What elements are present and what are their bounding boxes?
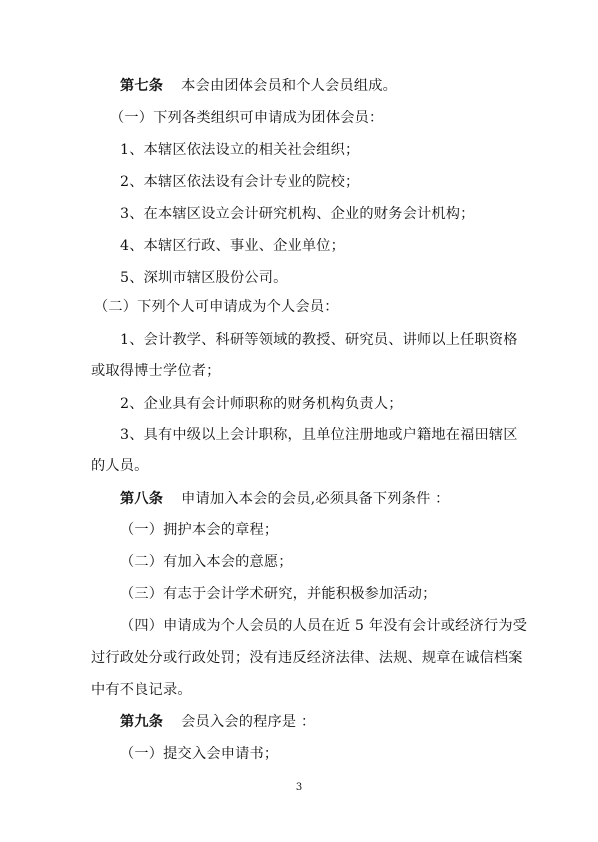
article-8-label: 第八条 xyxy=(120,491,164,507)
article-9-step-1: （一）提交入会申请书； xyxy=(120,746,279,762)
article-7-text: 本会由团体会员和个人会员组成。 xyxy=(181,78,397,94)
article-9-text: 会员入会的程序是 ： xyxy=(181,714,316,730)
article-7-item-4: 4、本辖区行政、事业、企业单位； xyxy=(120,238,346,254)
article-9-heading-line xyxy=(120,712,315,732)
article-7-person-1-line-2: 或取得博士学位者； xyxy=(91,363,221,379)
article-8-condition-3: （三）有志于会计学术研究，并能积极参加活动； xyxy=(120,586,437,602)
article-9-label: 第九条 xyxy=(120,714,164,730)
article-8-condition-4-line-3: 中有不良记录。 xyxy=(91,682,192,698)
article-7-label: 第七条 xyxy=(120,78,164,94)
article-8-condition-4-line-1: （四）申请成为个人会员的人员在近 5 年没有会计或经济行为受 xyxy=(120,618,528,634)
article-7-item-1: 1、本辖区依法设立的相关社会组织； xyxy=(120,142,360,158)
article-7-section-2: （二）下列个人可申请成为个人会员： xyxy=(94,299,339,315)
article-7-person-3-line-1: 3、具有中级以上会计职称，且单位注册地或户籍地在福田辖区 xyxy=(120,427,518,443)
article-7-section-1: （一）下列各类组织可申请成为团体会员： xyxy=(110,110,384,126)
article-8-condition-4-line-2: 过行政处分或行政处罚；没有违反经济法律、法规、规章在诚信档案 xyxy=(91,650,523,666)
article-7-heading-line xyxy=(120,76,397,96)
article-8-condition-2: （二）有加入本会的意愿； xyxy=(120,554,293,570)
article-8-condition-1: （一）拥护本会的章程； xyxy=(120,522,279,538)
article-7-item-3: 3、在本辖区设立会计研究机构、企业的财务会计机构； xyxy=(120,206,475,222)
article-8-text: 申请加入本会的会员,必须具备下列条件 ： xyxy=(181,491,450,507)
article-8-heading-line xyxy=(120,489,450,509)
article-7-person-1-line-1: 1、会计教学、科研等领域的教授、研究员、讲师以上任职资格 xyxy=(120,332,518,348)
article-7-item-5: 5、深圳市辖区股份公司。 xyxy=(120,270,288,286)
article-7-person-3-line-2: 的人员。 xyxy=(91,458,149,474)
article-7-person-2: 2、企业具有会计师职称的财务机构负责人； xyxy=(120,396,403,412)
article-7-item-2: 2、本辖区依法设有会计专业的院校； xyxy=(120,174,360,190)
page-number: 3 xyxy=(295,782,303,793)
